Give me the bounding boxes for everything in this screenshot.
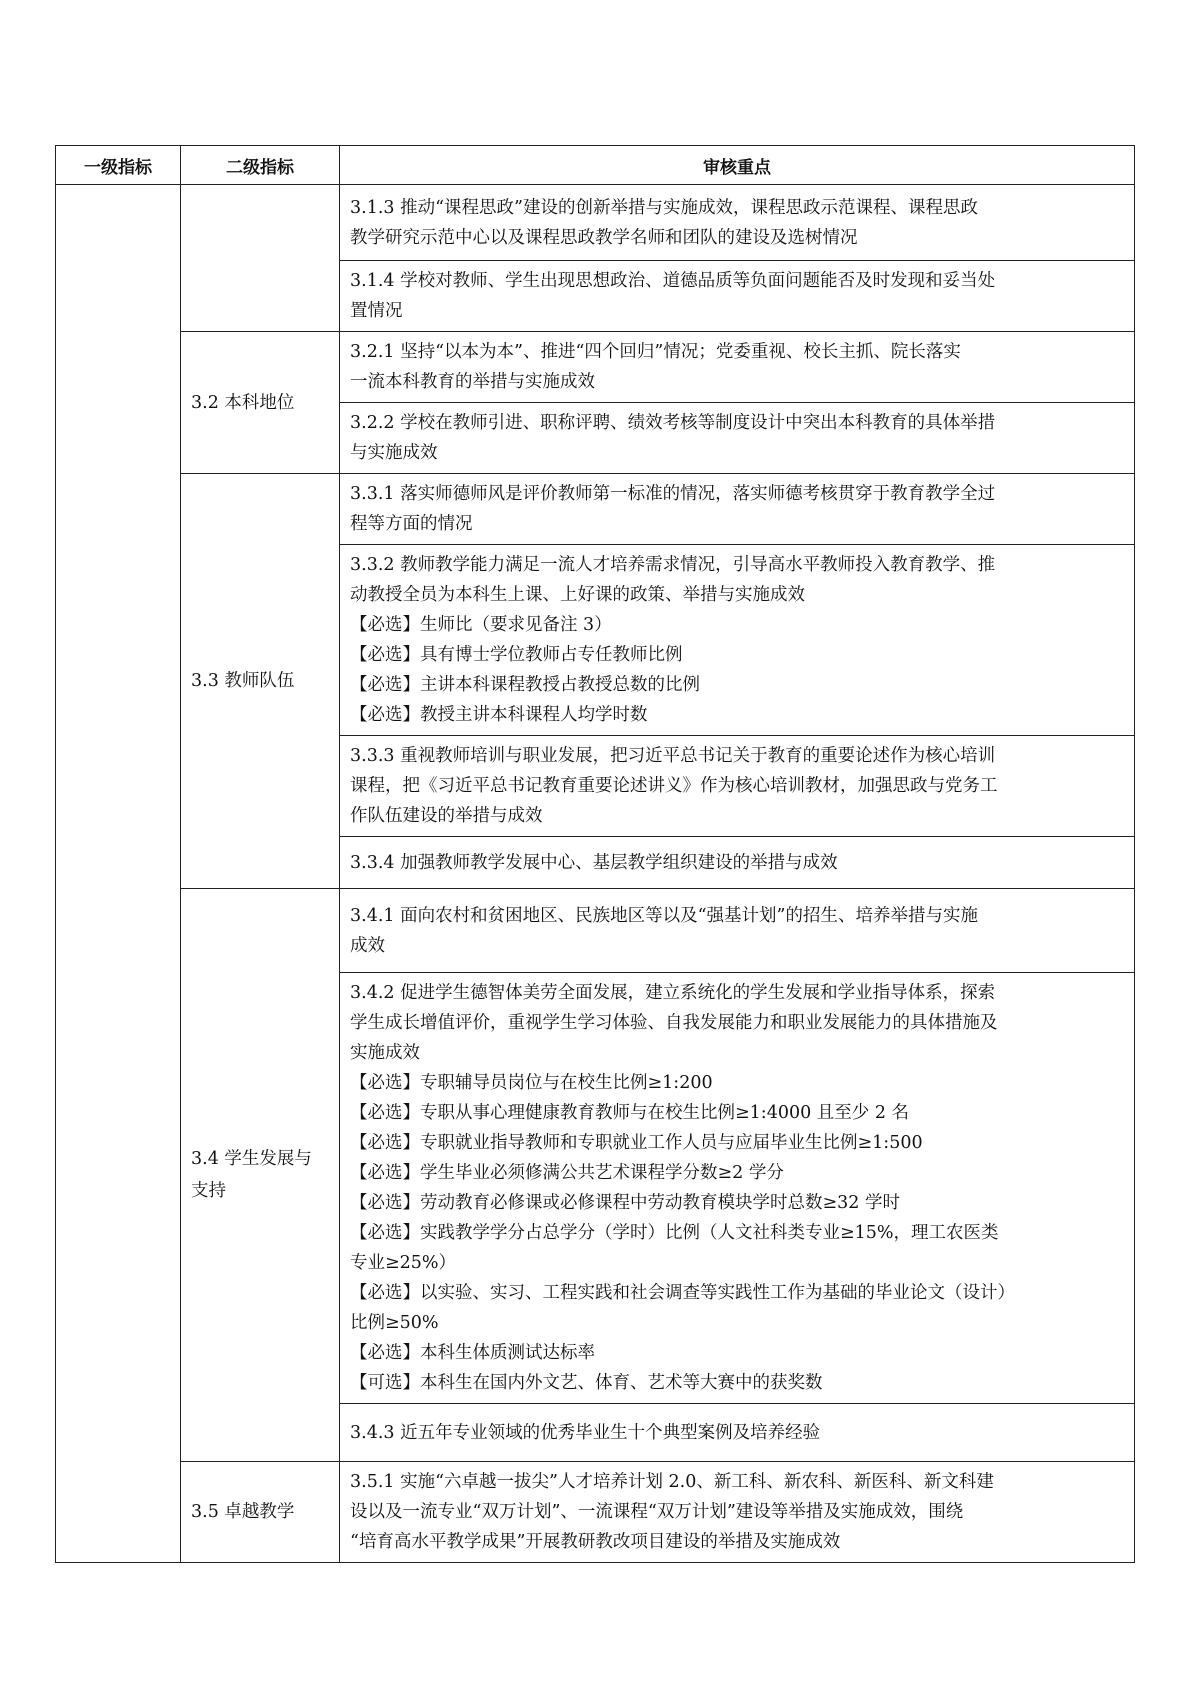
requirement-line: 比例≥50% [350,1313,439,1333]
review-line: 3.2.1 坚持“以本为本”、推进“四个回归”情况；党委重视、校长主抓、院长落实 [350,342,961,362]
header-second-level-indicator: 二级指标 [181,146,340,185]
second-level-indicator-cell-3-2: 3.2 本科地位 [181,332,340,474]
requirement-line: 【必选】专职就业指导教师和专职就业工作人员与应届毕业生比例≥1:500 [350,1133,923,1153]
review-line: 作队伍建设的举措与成效 [350,806,543,826]
review-line: 教学研究示范中心以及课程思政教学名师和团队的建设及选树情况 [350,227,858,248]
header-review-focus: 审核重点 [340,146,1135,185]
review-focus-cell [340,474,1135,545]
table-row [56,185,1135,261]
requirement-line: 【必选】劳动教育必修课或必修课程中劳动教育模块学时总数≥32 学时 [350,1193,900,1213]
second-level-indicator-cell-3-4 [181,889,340,1462]
review-line: 程等方面的情况 [350,514,473,534]
review-line: 3.1.4 学校对教师、学生出现思想政治、道德品质等负面问题能否及时发现和妥当处 [350,271,996,291]
indicator-label-line: 3.4 学生发展与 [191,1149,312,1169]
review-line: 3.5.1 实施“六卓越一拔尖”人才培养计划 2.0、新工科、新农科、新医科、新文科建 [350,1472,994,1492]
review-line: 3.1.3 推动“课程思政”建设的创新举措与实施成效，课程思政示范课程、课程思政 [350,197,978,218]
requirement-line: 【必选】以实验、实习、工程实践和社会调查等实践性工作为基础的毕业论文（设计） [350,1283,1015,1303]
review-table [55,145,1135,1563]
review-line: 设以及一流专业“双万计划”、一流课程“双万计划”建设等举措及实施成效，围绕 [350,1502,964,1522]
requirement-line: 【可选】本科生在国内外文艺、体育、艺术等大赛中的获奖数 [350,1373,823,1393]
review-line: 与实施成效 [350,443,438,463]
review-line: 3.3.2 教师教学能力满足一流人才培养需求情况，引导高水平教师投入教育教学、推 [350,555,996,575]
table-row [56,889,1135,973]
requirement-line: 【必选】本科生体质测试达标率 [350,1343,595,1363]
requirement-line: 【必选】专职从事心理健康教育教师与在校生比例≥1:4000 且至少 2 名 [350,1103,910,1123]
review-line: 一流本科教育的举措与实施成效 [350,372,595,392]
review-line: 3.4.1 面向农村和贫困地区、民族地区等以及“强基计划”的招生、培养举措与实施 [350,905,978,926]
review-line: 3.3.1 落实师德师风是评价教师第一标准的情况，落实师德考核贯穿于教育教学全过 [350,484,996,504]
review-focus-cell [340,332,1135,403]
review-line: 3.3.3 重视教师培训与职业发展，把习近平总书记关于教育的重要论述作为核心培训 [350,746,996,766]
review-line: 3.2.2 学校在教师引进、职称评聘、绩效考核等制度设计中突出本科教育的具体举措 [350,413,996,433]
header-first-level-indicator: 一级指标 [56,146,181,185]
requirement-line: 【必选】教授主讲本科课程人均学时数 [350,705,648,725]
review-line: 成效 [350,935,385,956]
review-line: 课程，把《习近平总书记教育重要论述讲义》作为核心培训教材，加强思政与党务工 [350,776,998,796]
review-line: 3.3.4 加强教师教学发展中心、基层教学组织建设的举措与成效 [350,852,838,873]
requirement-line: 【必选】实践教学学分占总学分（学时）比例（人文社科类专业≥15%，理工农医类 [350,1223,999,1243]
requirement-line: 【必选】主讲本科课程教授占教授总数的比例 [350,675,700,695]
second-level-indicator-cell-3-1 [181,185,340,332]
requirement-line: 【必选】学生毕业必须修满公共艺术课程学分数≥2 学分 [350,1163,784,1183]
header-row [56,146,1135,185]
review-focus-cell [340,736,1135,837]
review-focus-cell [340,1462,1135,1563]
review-focus-cell [340,973,1135,1404]
table-row [56,332,1135,403]
requirement-line: 【必选】专职辅导员岗位与在校生比例≥1:200 [350,1073,713,1093]
second-level-indicator-cell-3-3: 3.3 教师队伍 [181,474,340,889]
requirement-line: 【必选】生师比（要求见备注 3） [350,615,612,635]
table-row [56,474,1135,545]
review-focus-cell [340,185,1135,261]
review-focus-cell [340,403,1135,474]
indicator-label-line: 支持 [191,1181,226,1201]
review-focus-cell [340,1404,1135,1462]
review-line: 动教授全员为本科生上课、上好课的政策、举措与实施成效 [350,585,805,605]
review-focus-cell [340,889,1135,973]
review-line: 置情况 [350,301,403,321]
requirement-line: 【必选】具有博士学位教师占专任教师比例 [350,645,683,665]
table-row [56,1462,1135,1563]
review-line: “培育高水平教学成果”开展教研教改项目建设的举措及实施成效 [350,1532,841,1552]
review-line: 3.4.3 近五年专业领域的优秀毕业生十个典型案例及培养经验 [350,1422,821,1443]
second-level-indicator-cell-3-5: 3.5 卓越教学 [181,1462,340,1563]
first-level-indicator-cell [56,185,181,1563]
review-line: 学生成长增值评价，重视学生学习体验、自我发展能力和职业发展能力的具体措施及 [350,1013,998,1033]
review-line: 3.4.2 促进学生德智体美劳全面发展，建立系统化的学生发展和学业指导体系，探索 [350,983,996,1003]
review-focus-cell [340,545,1135,736]
review-focus-cell [340,837,1135,889]
requirement-line: 专业≥25%） [350,1253,457,1273]
review-focus-cell [340,261,1135,332]
review-line: 实施成效 [350,1043,420,1063]
